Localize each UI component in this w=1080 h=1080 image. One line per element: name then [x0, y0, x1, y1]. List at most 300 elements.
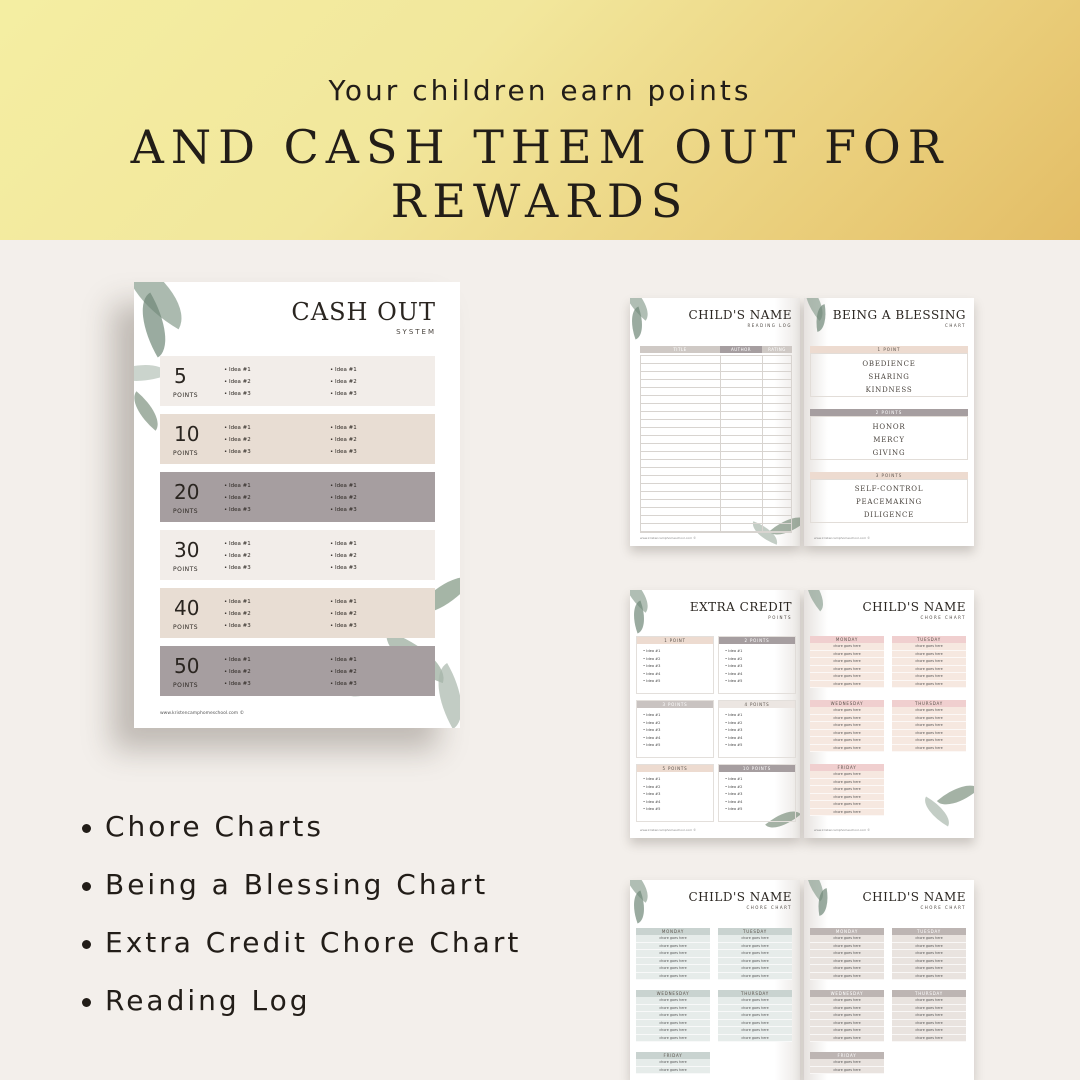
idea-item: • Idea #3 — [330, 504, 357, 516]
list-item: chore goes here — [810, 794, 884, 802]
reading-log-blessing-spread — [630, 298, 974, 546]
extra-credit-label: 1 POINT — [637, 637, 713, 644]
list-item: chore goes here — [636, 958, 710, 966]
tier-points-label: POINTS — [173, 682, 199, 689]
idea-item: • Idea #1 — [330, 538, 357, 550]
list-item: chore goes here — [810, 1027, 884, 1035]
idea-item: • Idea #3 — [330, 446, 357, 458]
tier-ideas-list — [330, 480, 357, 516]
tier-ideas-list — [330, 538, 357, 574]
page-footer: www.kristencamphomeschool.com © — [640, 536, 697, 540]
tier-points-label: POINTS — [173, 450, 199, 457]
idea-item: • Idea #3 — [224, 388, 251, 400]
chore-day-label: MONDAY — [636, 928, 710, 935]
chore-chart-subtitle: CHORE CHART — [746, 905, 792, 910]
chore-chart-subtitle: CHORE CHART — [920, 615, 966, 620]
chore-day-label: FRIDAY — [810, 1052, 884, 1059]
reading-log-lines — [640, 355, 792, 533]
list-item: • Idea #4 — [643, 799, 660, 807]
bullet-icon — [82, 824, 91, 833]
list-item: chore goes here — [636, 1012, 710, 1020]
list-item: chore goes here — [892, 673, 966, 681]
list-item: • Idea #1 — [643, 712, 660, 720]
list-item: chore goes here — [718, 973, 792, 981]
list-item: chore goes here — [892, 1035, 966, 1043]
list-item: chore goes here — [810, 707, 884, 715]
extra-credit-list — [643, 648, 660, 686]
cash-out-sheet — [134, 282, 460, 728]
list-item: chore goes here — [892, 658, 966, 666]
idea-item: • Idea #1 — [224, 364, 251, 376]
feature-label: Being a Blessing Chart — [105, 868, 489, 901]
list-item: chore goes here — [810, 958, 884, 966]
tier-points-value: 10 — [174, 422, 200, 446]
list-item: • Idea #5 — [643, 742, 660, 750]
chore-day-label: THURSDAY — [892, 990, 966, 997]
list-item: • Idea #5 — [643, 678, 660, 686]
list-item: • Idea #3 — [725, 791, 742, 799]
list-item: chore goes here — [810, 1035, 884, 1043]
list-item: chore goes here — [718, 1035, 792, 1043]
list-item: chore goes here — [636, 1027, 710, 1035]
blessing-word: OBEDIENCE — [862, 360, 916, 368]
list-item: chore goes here — [718, 958, 792, 966]
extra-credit-box — [718, 636, 796, 694]
idea-item: • Idea #1 — [224, 480, 251, 492]
extra-credit-label: 5 POINTS — [637, 765, 713, 772]
chore-list — [892, 707, 966, 752]
chore-list — [810, 1059, 884, 1074]
list-item: chore goes here — [892, 737, 966, 745]
blessing-word: HONOR — [872, 423, 906, 431]
list-item: chore goes here — [636, 965, 710, 973]
idea-item: • Idea #1 — [224, 596, 251, 608]
list-item: chore goes here — [810, 1005, 884, 1013]
list-item: chore goes here — [718, 1012, 792, 1020]
chore-day-column — [892, 990, 966, 1042]
cash-out-subtitle: SYSTEM — [396, 328, 436, 336]
chore-day-column — [636, 928, 710, 980]
tier-ideas-list — [330, 654, 357, 690]
bullet-icon — [82, 882, 91, 891]
tier-row — [160, 414, 435, 464]
idea-item: • Idea #1 — [224, 538, 251, 550]
idea-item: • Idea #1 — [224, 422, 251, 434]
chore-day-label: MONDAY — [810, 928, 884, 935]
feature-item — [78, 926, 521, 984]
chore-day-label: FRIDAY — [810, 764, 884, 771]
blessing-word: SELF-CONTROL — [854, 485, 924, 493]
chore-day-column — [810, 990, 884, 1042]
chore-day-label: WEDNESDAY — [810, 990, 884, 997]
list-item: • Idea #2 — [725, 656, 742, 664]
list-item: chore goes here — [810, 666, 884, 674]
idea-item: • Idea #1 — [330, 654, 357, 666]
feature-item — [78, 868, 521, 926]
blessing-title: BEING A BLESSING — [832, 308, 966, 322]
chore-list — [636, 935, 710, 980]
feature-label: Chore Charts — [105, 810, 324, 843]
extra-credit-box — [636, 700, 714, 758]
chore-day-label: TUESDAY — [892, 636, 966, 643]
idea-item: • Idea #2 — [330, 666, 357, 678]
column-divider — [720, 355, 721, 533]
list-item: chore goes here — [636, 1059, 710, 1067]
tier-row — [160, 646, 435, 696]
blessing-word: GIVING — [872, 449, 906, 457]
chore-list — [892, 997, 966, 1042]
extra-credit-label: 3 POINTS — [637, 701, 713, 708]
chore-day-column — [892, 928, 966, 980]
bullet-icon — [82, 940, 91, 949]
blessing-word: DILIGENCE — [863, 511, 915, 519]
chore-list — [718, 997, 792, 1042]
feature-label: Reading Log — [105, 984, 311, 1017]
blessing-group-label: 1 POINT — [810, 346, 968, 353]
tier-points-label: POINTS — [173, 566, 199, 573]
bullet-icon — [82, 998, 91, 1007]
feature-item — [78, 984, 521, 1042]
list-item: chore goes here — [892, 681, 966, 689]
tier-ideas-list — [224, 538, 251, 574]
column-header-title: TITLE — [640, 346, 720, 353]
chore-chart-page-pink — [804, 590, 974, 838]
list-item: chore goes here — [892, 965, 966, 973]
list-item: chore goes here — [718, 1027, 792, 1035]
extra-credit-label: 2 POINTS — [719, 637, 795, 644]
chore-day-column — [718, 928, 792, 980]
list-item: chore goes here — [810, 935, 884, 943]
list-item: chore goes here — [810, 801, 884, 809]
list-item: chore goes here — [892, 730, 966, 738]
list-item: chore goes here — [636, 997, 710, 1005]
idea-item: • Idea #1 — [330, 596, 357, 608]
chore-day-label: TUESDAY — [892, 928, 966, 935]
page-footer: www.kristencamphomeschool.com © — [640, 828, 697, 832]
list-item: • Idea #2 — [643, 720, 660, 728]
extra-credit-chore-spread — [630, 590, 974, 838]
list-item: chore goes here — [810, 997, 884, 1005]
extra-credit-page — [630, 590, 800, 838]
tier-ideas-list — [224, 596, 251, 632]
extra-credit-list — [725, 648, 742, 686]
list-item: chore goes here — [810, 730, 884, 738]
idea-item: • Idea #1 — [330, 364, 357, 376]
blessing-group-label: 2 POINTS — [810, 409, 968, 416]
reading-log-header — [640, 346, 792, 353]
chore-day-column — [636, 990, 710, 1042]
list-item: chore goes here — [892, 722, 966, 730]
tier-ideas-list — [224, 480, 251, 516]
tier-points-value: 30 — [174, 538, 200, 562]
list-item: • Idea #4 — [725, 735, 742, 743]
chore-day-label: FRIDAY — [636, 1052, 710, 1059]
tier-ideas-list — [224, 364, 251, 400]
banner-headline: AND CASH THEM OUT FOR REWARDS — [130, 120, 950, 228]
list-item: chore goes here — [810, 779, 884, 787]
extra-credit-label: 10 POINTS — [719, 765, 795, 772]
idea-item: • Idea #2 — [224, 608, 251, 620]
extra-credit-list — [643, 712, 660, 750]
blessing-word: SHARING — [868, 373, 910, 381]
list-item: chore goes here — [892, 651, 966, 659]
list-item: chore goes here — [810, 1020, 884, 1028]
chore-list — [810, 707, 884, 752]
list-item: • Idea #5 — [725, 806, 742, 814]
list-item: chore goes here — [892, 1027, 966, 1035]
list-item: • Idea #3 — [643, 791, 660, 799]
list-item: • Idea #4 — [643, 671, 660, 679]
tier-points-label: POINTS — [173, 508, 199, 515]
chore-list — [892, 643, 966, 688]
feature-list — [78, 810, 521, 1042]
list-item: chore goes here — [810, 771, 884, 779]
list-item: chore goes here — [718, 943, 792, 951]
idea-item: • Idea #2 — [330, 376, 357, 388]
list-item: chore goes here — [892, 1020, 966, 1028]
list-item: chore goes here — [718, 1005, 792, 1013]
tier-ideas-list — [330, 596, 357, 632]
list-item: chore goes here — [718, 997, 792, 1005]
list-item: chore goes here — [892, 715, 966, 723]
list-item: • Idea #4 — [725, 799, 742, 807]
leaf-decoration-icon — [804, 590, 832, 611]
extra-credit-title: EXTRA CREDIT — [689, 600, 792, 614]
list-item: • Idea #1 — [725, 712, 742, 720]
blessing-word: KINDNESS — [865, 386, 913, 394]
tier-ideas-list — [224, 422, 251, 458]
list-item: chore goes here — [810, 809, 884, 817]
chore-charts-spread — [630, 880, 974, 1080]
tier-points-value: 5 — [174, 364, 187, 388]
list-item: chore goes here — [636, 1035, 710, 1043]
list-item: chore goes here — [810, 943, 884, 951]
list-item: chore goes here — [892, 666, 966, 674]
list-item: chore goes here — [636, 943, 710, 951]
idea-item: • Idea #3 — [224, 678, 251, 690]
list-item: chore goes here — [892, 643, 966, 651]
banner-subtitle: Your children earn points — [328, 74, 752, 107]
idea-item: • Idea #3 — [224, 620, 251, 632]
tier-row — [160, 356, 435, 406]
list-item: chore goes here — [810, 950, 884, 958]
idea-item: • Idea #3 — [224, 446, 251, 458]
list-item: chore goes here — [718, 950, 792, 958]
idea-item: • Idea #3 — [224, 504, 251, 516]
list-item: • Idea #4 — [725, 671, 742, 679]
list-item: • Idea #3 — [725, 727, 742, 735]
list-item: chore goes here — [892, 958, 966, 966]
list-item: chore goes here — [892, 997, 966, 1005]
column-header-author: AUTHOR — [720, 346, 762, 353]
list-item: chore goes here — [636, 1005, 710, 1013]
list-item: chore goes here — [892, 943, 966, 951]
list-item: chore goes here — [810, 673, 884, 681]
idea-item: • Idea #1 — [330, 422, 357, 434]
list-item: • Idea #3 — [725, 663, 742, 671]
chore-day-column — [892, 636, 966, 688]
list-item: chore goes here — [810, 643, 884, 651]
chore-day-label: THURSDAY — [892, 700, 966, 707]
list-item: chore goes here — [892, 707, 966, 715]
chore-chart-title: CHILD'S NAME — [688, 890, 792, 904]
chore-chart-page-taupe — [804, 880, 974, 1080]
idea-item: • Idea #3 — [330, 562, 357, 574]
list-item: • Idea #4 — [643, 735, 660, 743]
list-item: chore goes here — [718, 965, 792, 973]
list-item: chore goes here — [810, 1059, 884, 1067]
chore-list — [810, 643, 884, 688]
blessing-subtitle: CHART — [945, 323, 966, 328]
chore-day-column — [810, 928, 884, 980]
list-item: chore goes here — [810, 786, 884, 794]
list-item: • Idea #5 — [643, 806, 660, 814]
idea-item: • Idea #3 — [330, 620, 357, 632]
idea-item: • Idea #2 — [330, 550, 357, 562]
idea-item: • Idea #2 — [224, 376, 251, 388]
list-item: chore goes here — [718, 1020, 792, 1028]
extra-credit-box — [718, 764, 796, 822]
tier-row — [160, 530, 435, 580]
extra-credit-subtitle: POINTS — [768, 615, 792, 620]
cash-out-title: CASH OUT — [291, 298, 436, 326]
chore-day-column — [810, 1052, 884, 1074]
chore-day-column — [810, 700, 884, 752]
list-item: chore goes here — [810, 745, 884, 753]
idea-item: • Idea #3 — [330, 388, 357, 400]
tier-points-value: 40 — [174, 596, 200, 620]
extra-credit-list — [725, 776, 742, 814]
feature-label: Extra Credit Chore Chart — [105, 926, 522, 959]
tier-ideas-list — [330, 422, 357, 458]
idea-item: • Idea #2 — [224, 550, 251, 562]
tier-points-label: POINTS — [173, 624, 199, 631]
chore-chart-title: CHILD'S NAME — [862, 600, 966, 614]
list-item: chore goes here — [810, 1012, 884, 1020]
idea-item: • Idea #3 — [224, 562, 251, 574]
sheet-footer: www.kristencamphomeschool.com © — [160, 711, 245, 716]
reading-log-title: CHILD'S NAME — [688, 308, 792, 322]
chore-list — [636, 1059, 710, 1074]
chore-day-label: WEDNESDAY — [636, 990, 710, 997]
extra-credit-list — [725, 712, 742, 750]
list-item: chore goes here — [810, 722, 884, 730]
page-footer: www.kristencamphomeschool.com © — [814, 536, 871, 540]
list-item: chore goes here — [810, 651, 884, 659]
chore-day-label: THURSDAY — [718, 990, 792, 997]
list-item: • Idea #1 — [725, 776, 742, 784]
list-item: chore goes here — [636, 950, 710, 958]
tier-points-label: POINTS — [173, 392, 199, 399]
chore-list — [636, 997, 710, 1042]
list-item: • Idea #1 — [643, 648, 660, 656]
list-item: chore goes here — [636, 935, 710, 943]
chore-day-label: WEDNESDAY — [810, 700, 884, 707]
tier-row — [160, 588, 435, 638]
list-item: chore goes here — [810, 715, 884, 723]
list-item: • Idea #5 — [725, 742, 742, 750]
chore-day-label: MONDAY — [810, 636, 884, 643]
list-item: • Idea #2 — [725, 720, 742, 728]
blessing-word: PEACEMAKING — [855, 498, 923, 506]
list-item: • Idea #2 — [725, 784, 742, 792]
tier-ideas-list — [330, 364, 357, 400]
list-item: • Idea #1 — [643, 776, 660, 784]
list-item: chore goes here — [718, 935, 792, 943]
tier-points-value: 50 — [174, 654, 200, 678]
list-item: chore goes here — [636, 1067, 710, 1075]
list-item: chore goes here — [892, 935, 966, 943]
list-item: • Idea #3 — [643, 663, 660, 671]
list-item: chore goes here — [636, 973, 710, 981]
reading-log-subtitle: READING LOG — [747, 323, 792, 328]
idea-item: • Idea #2 — [330, 608, 357, 620]
list-item: • Idea #2 — [643, 784, 660, 792]
idea-item: • Idea #2 — [330, 492, 357, 504]
list-item: chore goes here — [810, 1067, 884, 1075]
list-item: chore goes here — [892, 1012, 966, 1020]
idea-item: • Idea #1 — [330, 480, 357, 492]
list-item: • Idea #1 — [725, 648, 742, 656]
column-header-rating: RATING — [762, 346, 792, 353]
idea-item: • Idea #2 — [224, 666, 251, 678]
tier-ideas-list — [224, 654, 251, 690]
list-item: chore goes here — [892, 973, 966, 981]
blessing-group-label: 3 POINTS — [810, 472, 968, 479]
chore-chart-page-sage — [630, 880, 800, 1080]
list-item: chore goes here — [892, 745, 966, 753]
chore-day-column — [892, 700, 966, 752]
page-footer: www.kristencamphomeschool.com © — [814, 828, 871, 832]
list-item: chore goes here — [810, 681, 884, 689]
list-item: • Idea #3 — [643, 727, 660, 735]
chore-list — [810, 935, 884, 980]
list-item: chore goes here — [810, 658, 884, 666]
chore-chart-title: CHILD'S NAME — [862, 890, 966, 904]
blessing-word: MERCY — [873, 436, 905, 444]
chore-day-column — [810, 636, 884, 688]
chore-day-column — [718, 990, 792, 1042]
extra-credit-list — [643, 776, 660, 814]
blessing-page — [804, 298, 974, 546]
chore-day-column — [636, 1052, 710, 1074]
idea-item: • Idea #2 — [224, 434, 251, 446]
extra-credit-label: 4 POINTS — [719, 701, 795, 708]
list-item: chore goes here — [810, 965, 884, 973]
extra-credit-box — [718, 700, 796, 758]
list-item: chore goes here — [810, 973, 884, 981]
list-item: • Idea #2 — [643, 656, 660, 664]
column-divider — [762, 355, 763, 533]
extra-credit-box — [636, 764, 714, 822]
chore-list — [892, 935, 966, 980]
idea-item: • Idea #3 — [330, 678, 357, 690]
extra-credit-box — [636, 636, 714, 694]
chore-chart-subtitle: CHORE CHART — [920, 905, 966, 910]
chore-day-column — [810, 764, 884, 816]
list-item: chore goes here — [892, 950, 966, 958]
chore-list — [810, 997, 884, 1042]
chore-list — [810, 771, 884, 816]
feature-item — [78, 810, 521, 868]
reading-log-page — [630, 298, 800, 546]
idea-item: • Idea #2 — [330, 434, 357, 446]
list-item: chore goes here — [810, 737, 884, 745]
idea-item: • Idea #2 — [224, 492, 251, 504]
tier-points-value: 20 — [174, 480, 200, 504]
chore-list — [718, 935, 792, 980]
header-banner — [0, 0, 1080, 240]
